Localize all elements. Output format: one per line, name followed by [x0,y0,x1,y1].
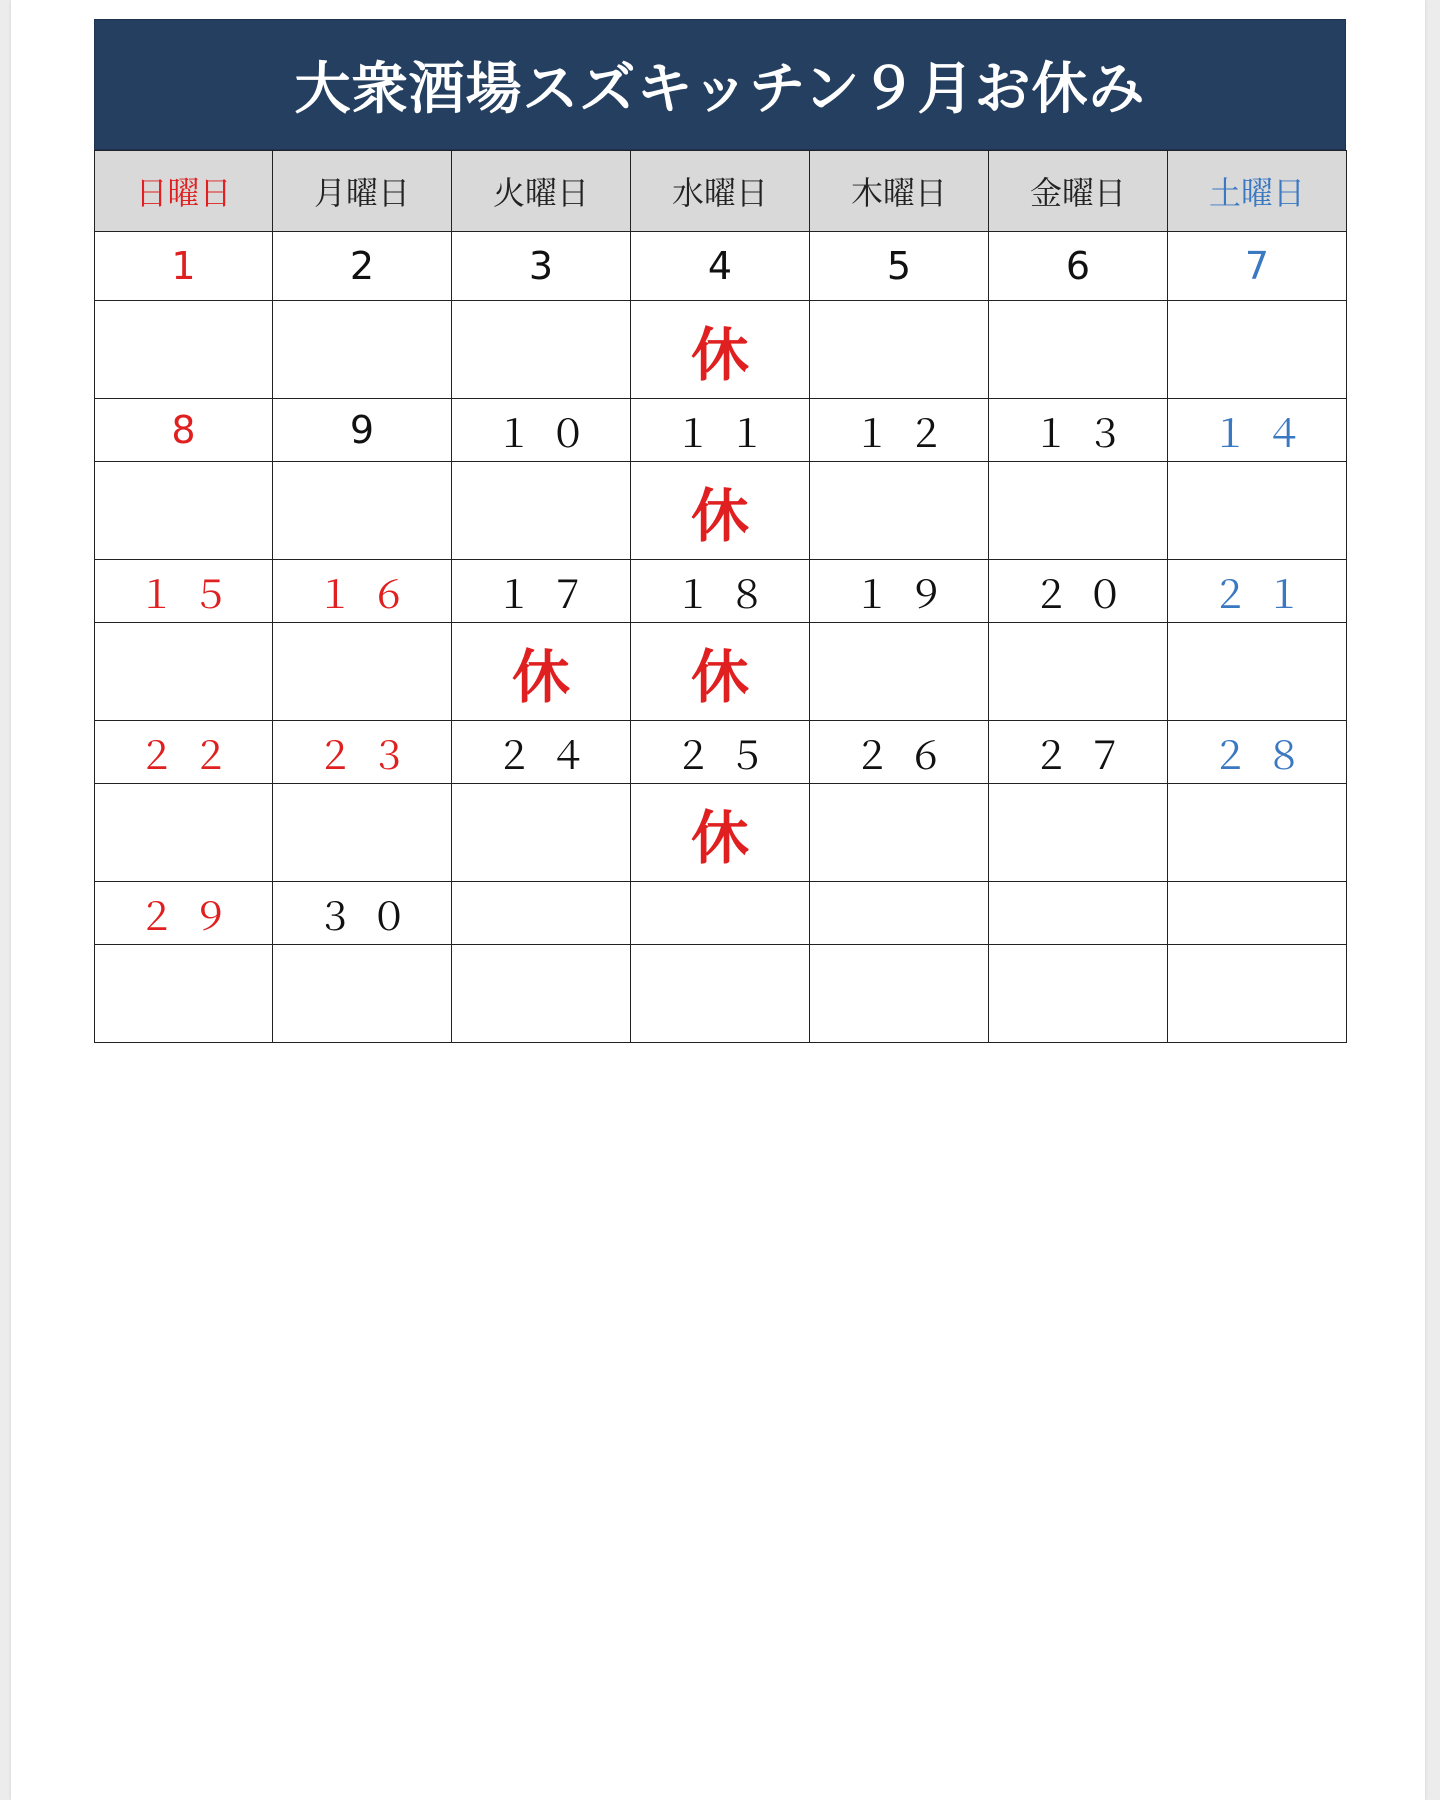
holiday-mark-cell [1168,301,1347,399]
weekday-wednesday: 水曜日 [631,151,810,232]
date-cell: 8 [95,399,273,462]
date-cell: ２７ [989,721,1168,784]
holiday-mark-cell [989,623,1168,721]
holiday-mark-cell [452,945,631,1043]
date-row [95,721,1347,784]
holiday-mark-cell [1168,462,1347,560]
date-cell: １５ [95,560,273,623]
holiday-mark-cell [273,945,452,1043]
date-cell: 5 [810,232,989,301]
holiday-mark-cell: 休 [631,623,810,721]
holiday-mark-cell [273,462,452,560]
holiday-mark-row [95,784,1347,882]
date-cell: １０ [452,399,631,462]
date-cell: １８ [631,560,810,623]
holiday-mark-cell [95,623,273,721]
date-row [95,232,1347,301]
date-cell: １７ [452,560,631,623]
holiday-mark-cell [1168,784,1347,882]
date-cell: １４ [1168,399,1347,462]
date-cell: ２５ [631,721,810,784]
weekday-monday: 月曜日 [273,151,452,232]
document-page [11,0,1425,1800]
date-cell: 3 [452,232,631,301]
date-cell: 1 [95,232,273,301]
holiday-mark-cell [452,301,631,399]
holiday-mark-cell [95,945,273,1043]
holiday-mark-cell [989,784,1168,882]
date-cell: ２０ [989,560,1168,623]
date-cell: ２９ [95,882,273,945]
holiday-mark-cell: 休 [631,301,810,399]
holiday-mark-cell [989,945,1168,1043]
calendar-title: 大衆酒場スズキッチン９月お休み [94,19,1346,150]
holiday-mark-cell [95,301,273,399]
holiday-mark-row [95,462,1347,560]
date-cell: ２８ [1168,721,1347,784]
date-cell: １９ [810,560,989,623]
date-cell: １３ [989,399,1168,462]
date-row [95,882,1347,945]
date-cell: ２６ [810,721,989,784]
holiday-mark-cell [452,462,631,560]
date-cell: 6 [989,232,1168,301]
holiday-mark-cell: 休 [631,462,810,560]
holiday-mark-cell [95,784,273,882]
holiday-mark-cell [273,301,452,399]
holiday-mark-cell [810,301,989,399]
date-cell: 2 [273,232,452,301]
holiday-mark-cell [273,623,452,721]
date-cell: １１ [631,399,810,462]
holiday-mark-cell [810,784,989,882]
holiday-mark-cell [989,462,1168,560]
weekday-saturday: 土曜日 [1168,151,1347,232]
date-cell: １２ [810,399,989,462]
date-cell: 9 [273,399,452,462]
holiday-mark-cell [1168,623,1347,721]
holiday-mark-row [95,301,1347,399]
date-cell [989,882,1168,945]
holiday-calendar [94,19,1346,1043]
date-cell: ２３ [273,721,452,784]
holiday-mark-cell [810,623,989,721]
holiday-mark-row [95,945,1347,1043]
holiday-mark-cell [1168,945,1347,1043]
holiday-mark-cell: 休 [452,623,631,721]
holiday-mark-cell [631,945,810,1043]
calendar-body [95,151,1347,1043]
holiday-mark-cell [810,462,989,560]
holiday-mark-cell [273,784,452,882]
date-cell [1168,882,1347,945]
date-cell: ２１ [1168,560,1347,623]
weekday-friday: 金曜日 [989,151,1168,232]
weekday-sunday: 日曜日 [95,151,273,232]
date-cell [810,882,989,945]
date-cell: １６ [273,560,452,623]
holiday-mark-cell [452,784,631,882]
date-cell [631,882,810,945]
holiday-mark-cell [989,301,1168,399]
holiday-mark-cell [810,945,989,1043]
date-cell [452,882,631,945]
date-cell: 7 [1168,232,1347,301]
date-row [95,560,1347,623]
holiday-mark-cell [95,462,273,560]
date-cell: 4 [631,232,810,301]
weekday-header-row [95,151,1347,232]
date-cell: ３０ [273,882,452,945]
holiday-mark-row [95,623,1347,721]
weekday-thursday: 木曜日 [810,151,989,232]
calendar-table [94,150,1347,1043]
holiday-mark-cell: 休 [631,784,810,882]
date-row [95,399,1347,462]
date-cell: ２４ [452,721,631,784]
date-cell: ２２ [95,721,273,784]
weekday-tuesday: 火曜日 [452,151,631,232]
